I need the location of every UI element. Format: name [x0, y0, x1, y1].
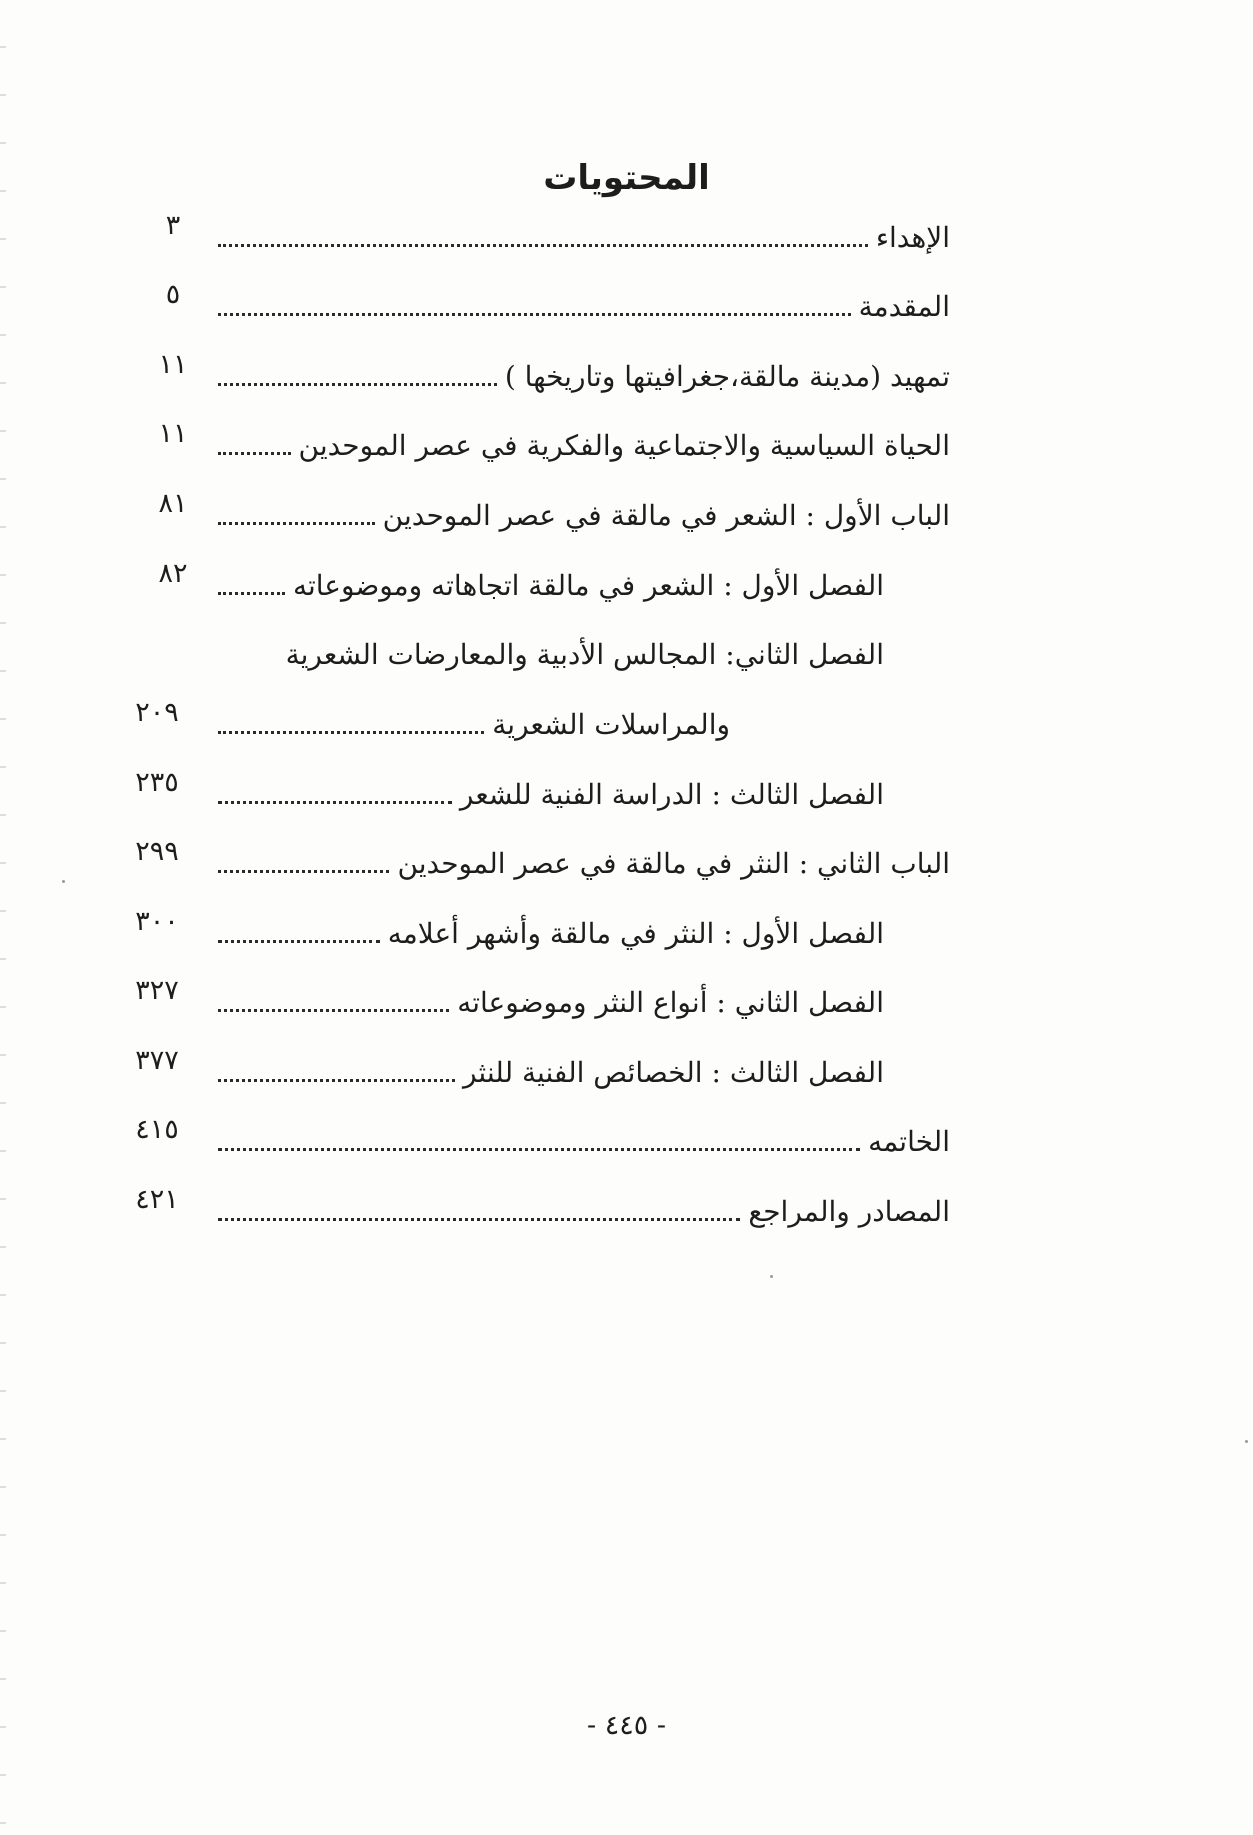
toc-entry-chapter-2-2 — [218, 970, 884, 1020]
toc-entry-dedication — [218, 205, 950, 255]
toc-page-number: ٣ — [165, 210, 181, 241]
toc-label: المقدمة — [858, 290, 950, 324]
dot-leader — [218, 940, 380, 943]
toc-page-number: ٣٠٠ — [135, 906, 179, 937]
dot-leader — [218, 1009, 449, 1012]
toc-label: المصادر والمراجع — [748, 1195, 950, 1229]
toc-page-number: ٤٢١ — [135, 1184, 179, 1215]
toc-page-number: ٥ — [165, 279, 181, 310]
scan-speck — [1245, 1440, 1248, 1443]
dot-leader — [218, 1079, 455, 1082]
toc-page-number: ٢٣٥ — [135, 767, 179, 798]
toc-label: الفصل الأول : الشعر في مالقة اتجاهاته وموضوعاته — [292, 569, 884, 603]
toc-page-number: ٨١ — [158, 488, 188, 519]
toc-page-number: ٢٠٩ — [135, 697, 179, 728]
toc-label: الباب الثاني : النثر في مالقة في عصر الموحدين — [397, 847, 950, 881]
toc-entry-chapter-1-2-line2 — [218, 692, 730, 742]
toc-label: والمراسلات الشعرية — [492, 708, 730, 742]
dot-leader — [218, 452, 291, 455]
toc-label: الفصل الثالث : الدراسة الفنية للشعر — [459, 778, 884, 812]
toc-entry-chapter-1-2-line1 — [218, 622, 884, 672]
dot-leader — [218, 522, 375, 525]
toc-label: الفصل الثالث : الخصائص الفنية للنثر — [462, 1056, 884, 1090]
toc-label: الفصل الثاني : أنواع النثر وموضوعاته — [457, 986, 884, 1020]
page-title: المحتويات — [543, 158, 710, 198]
toc-label: الفصل الثاني: المجالس الأدبية والمعارضات الشعرية — [285, 638, 884, 672]
toc-entry-conclusion — [218, 1109, 950, 1159]
toc-page-number: ١١ — [158, 349, 188, 380]
toc-entry-chapter-2-3 — [218, 1040, 884, 1090]
toc-label: الإهداء — [875, 221, 950, 255]
toc-label: تمهيد (مدينة مالقة،جغرافيتها وتاريخها ) — [504, 360, 950, 394]
page-number-footer: - ٤٤٥ - — [587, 1710, 666, 1741]
scan-speck — [770, 1275, 773, 1278]
dot-leader — [218, 592, 285, 595]
toc-page-number: ٤١٥ — [135, 1114, 179, 1145]
toc-entry-chapter-1-3 — [218, 762, 884, 812]
toc-entry-preface — [218, 344, 950, 394]
toc-entry-chapter-1-1 — [218, 553, 884, 603]
toc-entry-references — [218, 1179, 950, 1229]
scan-speck — [62, 880, 65, 883]
toc-label: الفصل الأول : النثر في مالقة وأشهر أعلامه — [387, 917, 884, 951]
dot-leader — [218, 313, 851, 316]
dot-leader — [218, 244, 868, 247]
toc-entry-part-one — [218, 483, 950, 533]
toc-entry-part-two — [218, 831, 950, 881]
toc-label: الخاتمه — [868, 1125, 950, 1159]
dot-leader — [218, 383, 497, 386]
toc-page-number: ١١ — [158, 418, 188, 449]
toc-label: الحياة السياسية والاجتماعية والفكرية في عصر الموحدين — [298, 429, 950, 463]
dot-leader — [218, 801, 452, 804]
dot-leader — [218, 731, 484, 734]
toc-page-number: ٨٢ — [158, 558, 188, 589]
dot-leader — [218, 870, 389, 873]
toc-page-number: ٢٩٩ — [135, 836, 179, 867]
toc-entry-introduction — [218, 274, 950, 324]
dot-leader — [218, 1148, 860, 1151]
toc-label: الباب الأول : الشعر في مالقة في عصر الموحدين — [382, 499, 950, 533]
toc-entry-life — [218, 413, 950, 463]
toc-page-number: ٣٧٧ — [135, 1045, 179, 1076]
toc-entry-chapter-2-1 — [218, 901, 884, 951]
dot-leader — [218, 1218, 740, 1221]
toc-page-number: ٣٢٧ — [135, 975, 179, 1006]
